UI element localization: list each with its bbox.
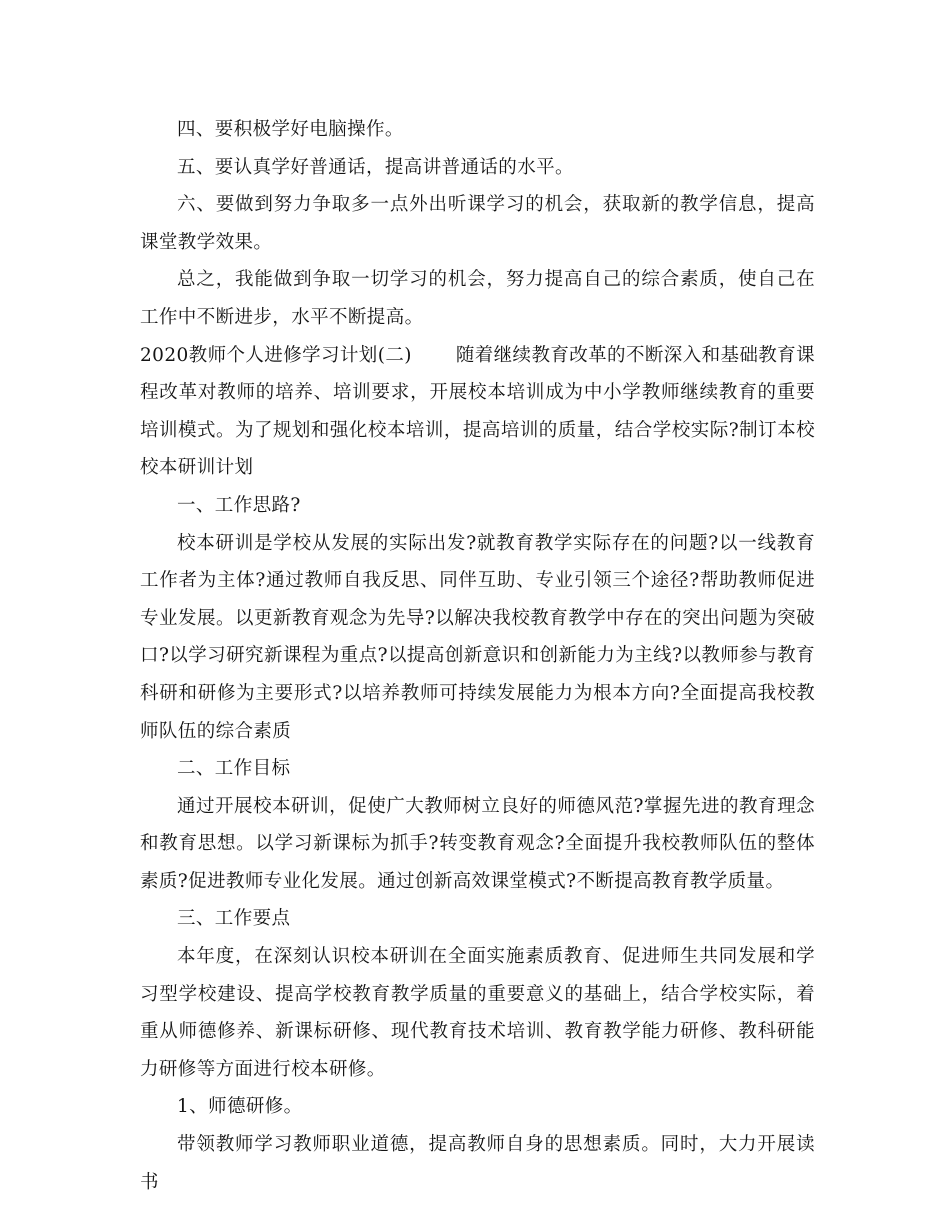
paragraph-summary: 总之，我能做到争取一切学习的机会，努力提高自己的综合素质，使自己在工作中不断进步，水平不断提高。	[140, 269, 815, 328]
plan-title: 2020教师个人进修学习计划(二)	[140, 344, 412, 366]
plan-intro-text: 随着继续教育改革的不断深入和基础教育课程改革对教师的培养、培训要求，开展校本培训成为中小学教师继续教育的重要培训模式。为了规划和强化校本培训，提高培训的质量，结合学校实际?制订本校校本研训计划	[140, 344, 815, 479]
paragraph-ethics-training: 带领教师学习教师职业道德，提高教师自身的思想素质。同时，大力开展读书	[140, 1134, 815, 1193]
paragraph-work-approach: 校本研训是学校从发展的实际出发?就教育教学实际存在的问题?以一线教育工作者为主体?通过教师自我反思、同伴互助、专业引领三个途径?帮助教师促进专业发展。以更新教育观念为先导?以解决我校教育教学中存在的突出问题为突破口?以学习研究新课程为重点?以提高创新意识和创新能力为主线?以教师参与教育科研和研修为主要形式?以培养教师可持续发展能力为根本方向?全面提高我校教师队伍的综合素质	[140, 532, 815, 742]
paragraph-work-points: 本年度，在深刻认识校本研训在全面实施素质教育、促进师生共同发展和学习型学校建设、提高学校教育教学质量的重要意义的基础上，结合学校实际，着重从师德修养、新课标研修、现代教育技术培训、教育教学能力研修、教科研能力研修等方面进行校本研修。	[140, 946, 815, 1080]
document-body	[140, 111, 815, 1201]
heading-ethics-training: 1、师德研修。	[177, 1096, 303, 1118]
paragraph-plan-intro	[140, 337, 815, 487]
heading-work-approach: 一、工作思路?	[177, 494, 301, 516]
paragraph-computer-skills: 四、要积极学好电脑操作。	[177, 119, 404, 140]
heading-work-goals: 二、工作目标	[177, 758, 291, 780]
paragraph-mandarin: 五、要认真学好普通话，提高讲普通话的水平。	[177, 156, 574, 178]
paragraph-observation-learning: 六、要做到努力争取多一点外出听课学习的机会，获取新的教学信息，提高课堂教学效果。	[140, 194, 815, 253]
heading-work-points: 三、工作要点	[177, 908, 291, 930]
paragraph-work-goals: 通过开展校本研训，促使广大教师树立良好的师德风范?掌握先进的教育理念和教育思想。以学习新课标为抓手?转变教育观念?全面提升我校教师队伍的整体素质?促进教师专业化发展。通过创新高效课堂模式?不断提高教育教学质量。	[140, 795, 815, 892]
